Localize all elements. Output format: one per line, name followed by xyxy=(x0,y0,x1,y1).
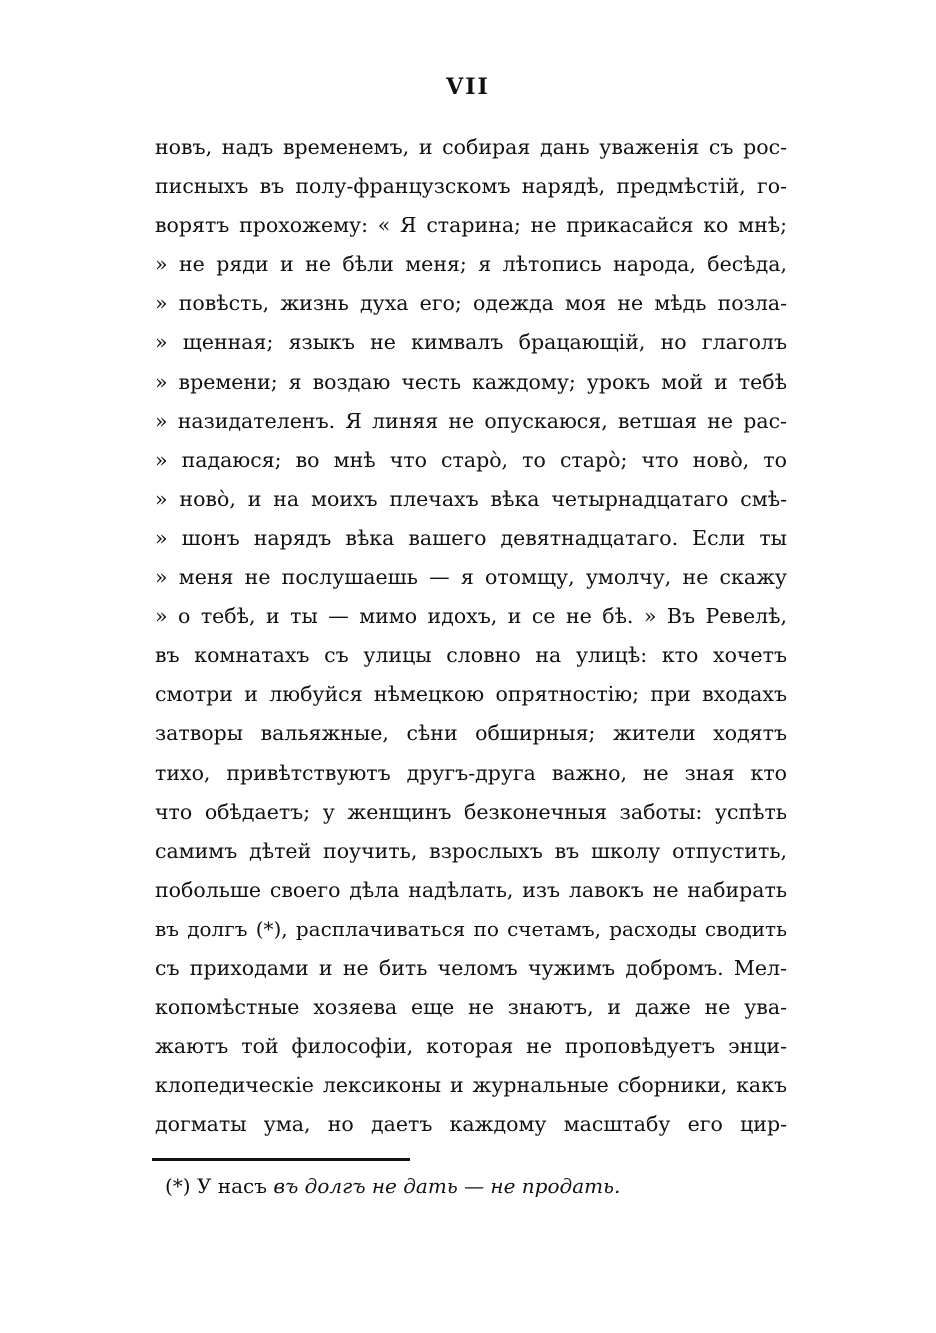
text-line: побольше своего дѣла надѣлать, изъ лавокъ не набирать xyxy=(155,877,787,902)
text-line: что обѣдаетъ; у женщинъ безконечныя заботы: успѣть xyxy=(155,799,787,824)
text-line: » повѣсть, жизнь духа его; одежда моя не мѣдь позла- xyxy=(155,291,787,316)
text-line: съ приходами и не бить челомъ чужимъ добромъ. Мел- xyxy=(155,955,787,980)
text-line: » падаюся; во мнѣ что старо̀, то старо̀; что ново̀, то xyxy=(155,447,787,472)
text-line: въ долгъ (*), расплачиваться по счетамъ, расходы сводить xyxy=(155,916,787,941)
text-line: » щенная; языкъ не кимвалъ брацающій, но глаголъ xyxy=(155,330,787,355)
text-line: » назидателенъ. Я линяя не опускаюся, ветшая не рас- xyxy=(155,408,787,433)
footnote-text: въ долгъ не дать — не продать. xyxy=(273,1174,621,1198)
text-line: жаютъ той философіи, которая не проповѣдуетъ энци- xyxy=(155,1034,787,1059)
text-line: догматы ума, но даетъ каждому масштабу его цир- xyxy=(155,1112,787,1137)
text-line: » шонъ нарядъ вѣка вашего девятнадцатаго. Если ты xyxy=(155,525,787,550)
footnote-rule xyxy=(152,1158,410,1161)
text-line: писныхъ въ полу-французскомъ нарядѣ, предмѣстій, го- xyxy=(155,174,787,199)
text-line: копомѣстные хозяева еще не знаютъ, и даже не ува- xyxy=(155,995,787,1020)
text-line: затворы вальяжные, сѣни обширныя; жители ходятъ xyxy=(155,721,787,746)
text-line: въ комнатахъ съ улицы словно на улицѣ: кто хочетъ xyxy=(155,643,787,668)
text-line: новъ, надъ временемъ, и собирая дань уваженія съ рос- xyxy=(155,135,787,159)
text-line: » меня не послушаешь — я отомщу, умолчу, не скажу xyxy=(155,565,787,590)
text-line: тихо, привѣтствуютъ другъ-друга важно, не зная кто xyxy=(155,760,787,785)
text-line: » о тебѣ, и ты — мимо идохъ, и се не бѣ. » Въ Ревелѣ, xyxy=(155,604,787,629)
text-line: » времени; я воздаю честь каждому; урокъ мой и тебѣ xyxy=(155,369,787,394)
text-line: смотри и любуйся нѣмецкою опрятностію; при входахъ xyxy=(155,682,787,707)
footnote-marker: (*) У насъ xyxy=(165,1174,274,1198)
body-text xyxy=(155,128,787,1144)
text-line: » ново̀, и на моихъ плечахъ вѣка четырнадцатаго смѣ- xyxy=(155,486,787,511)
text-line: клопедическіе лексиконы и журнальные сборники, какъ xyxy=(155,1073,787,1098)
footnote xyxy=(165,1174,620,1198)
text-line: ворятъ прохожему: « Я старина; не прикасайся ко мнѣ; xyxy=(155,213,787,238)
text-line: самимъ дѣтей поучить, взрослыхъ въ школу отпустить, xyxy=(155,838,787,863)
page-number: VII xyxy=(446,74,490,100)
text-line: » не ряди и не бѣли меня; я лѣтопись народа, бесѣда, xyxy=(155,252,787,277)
